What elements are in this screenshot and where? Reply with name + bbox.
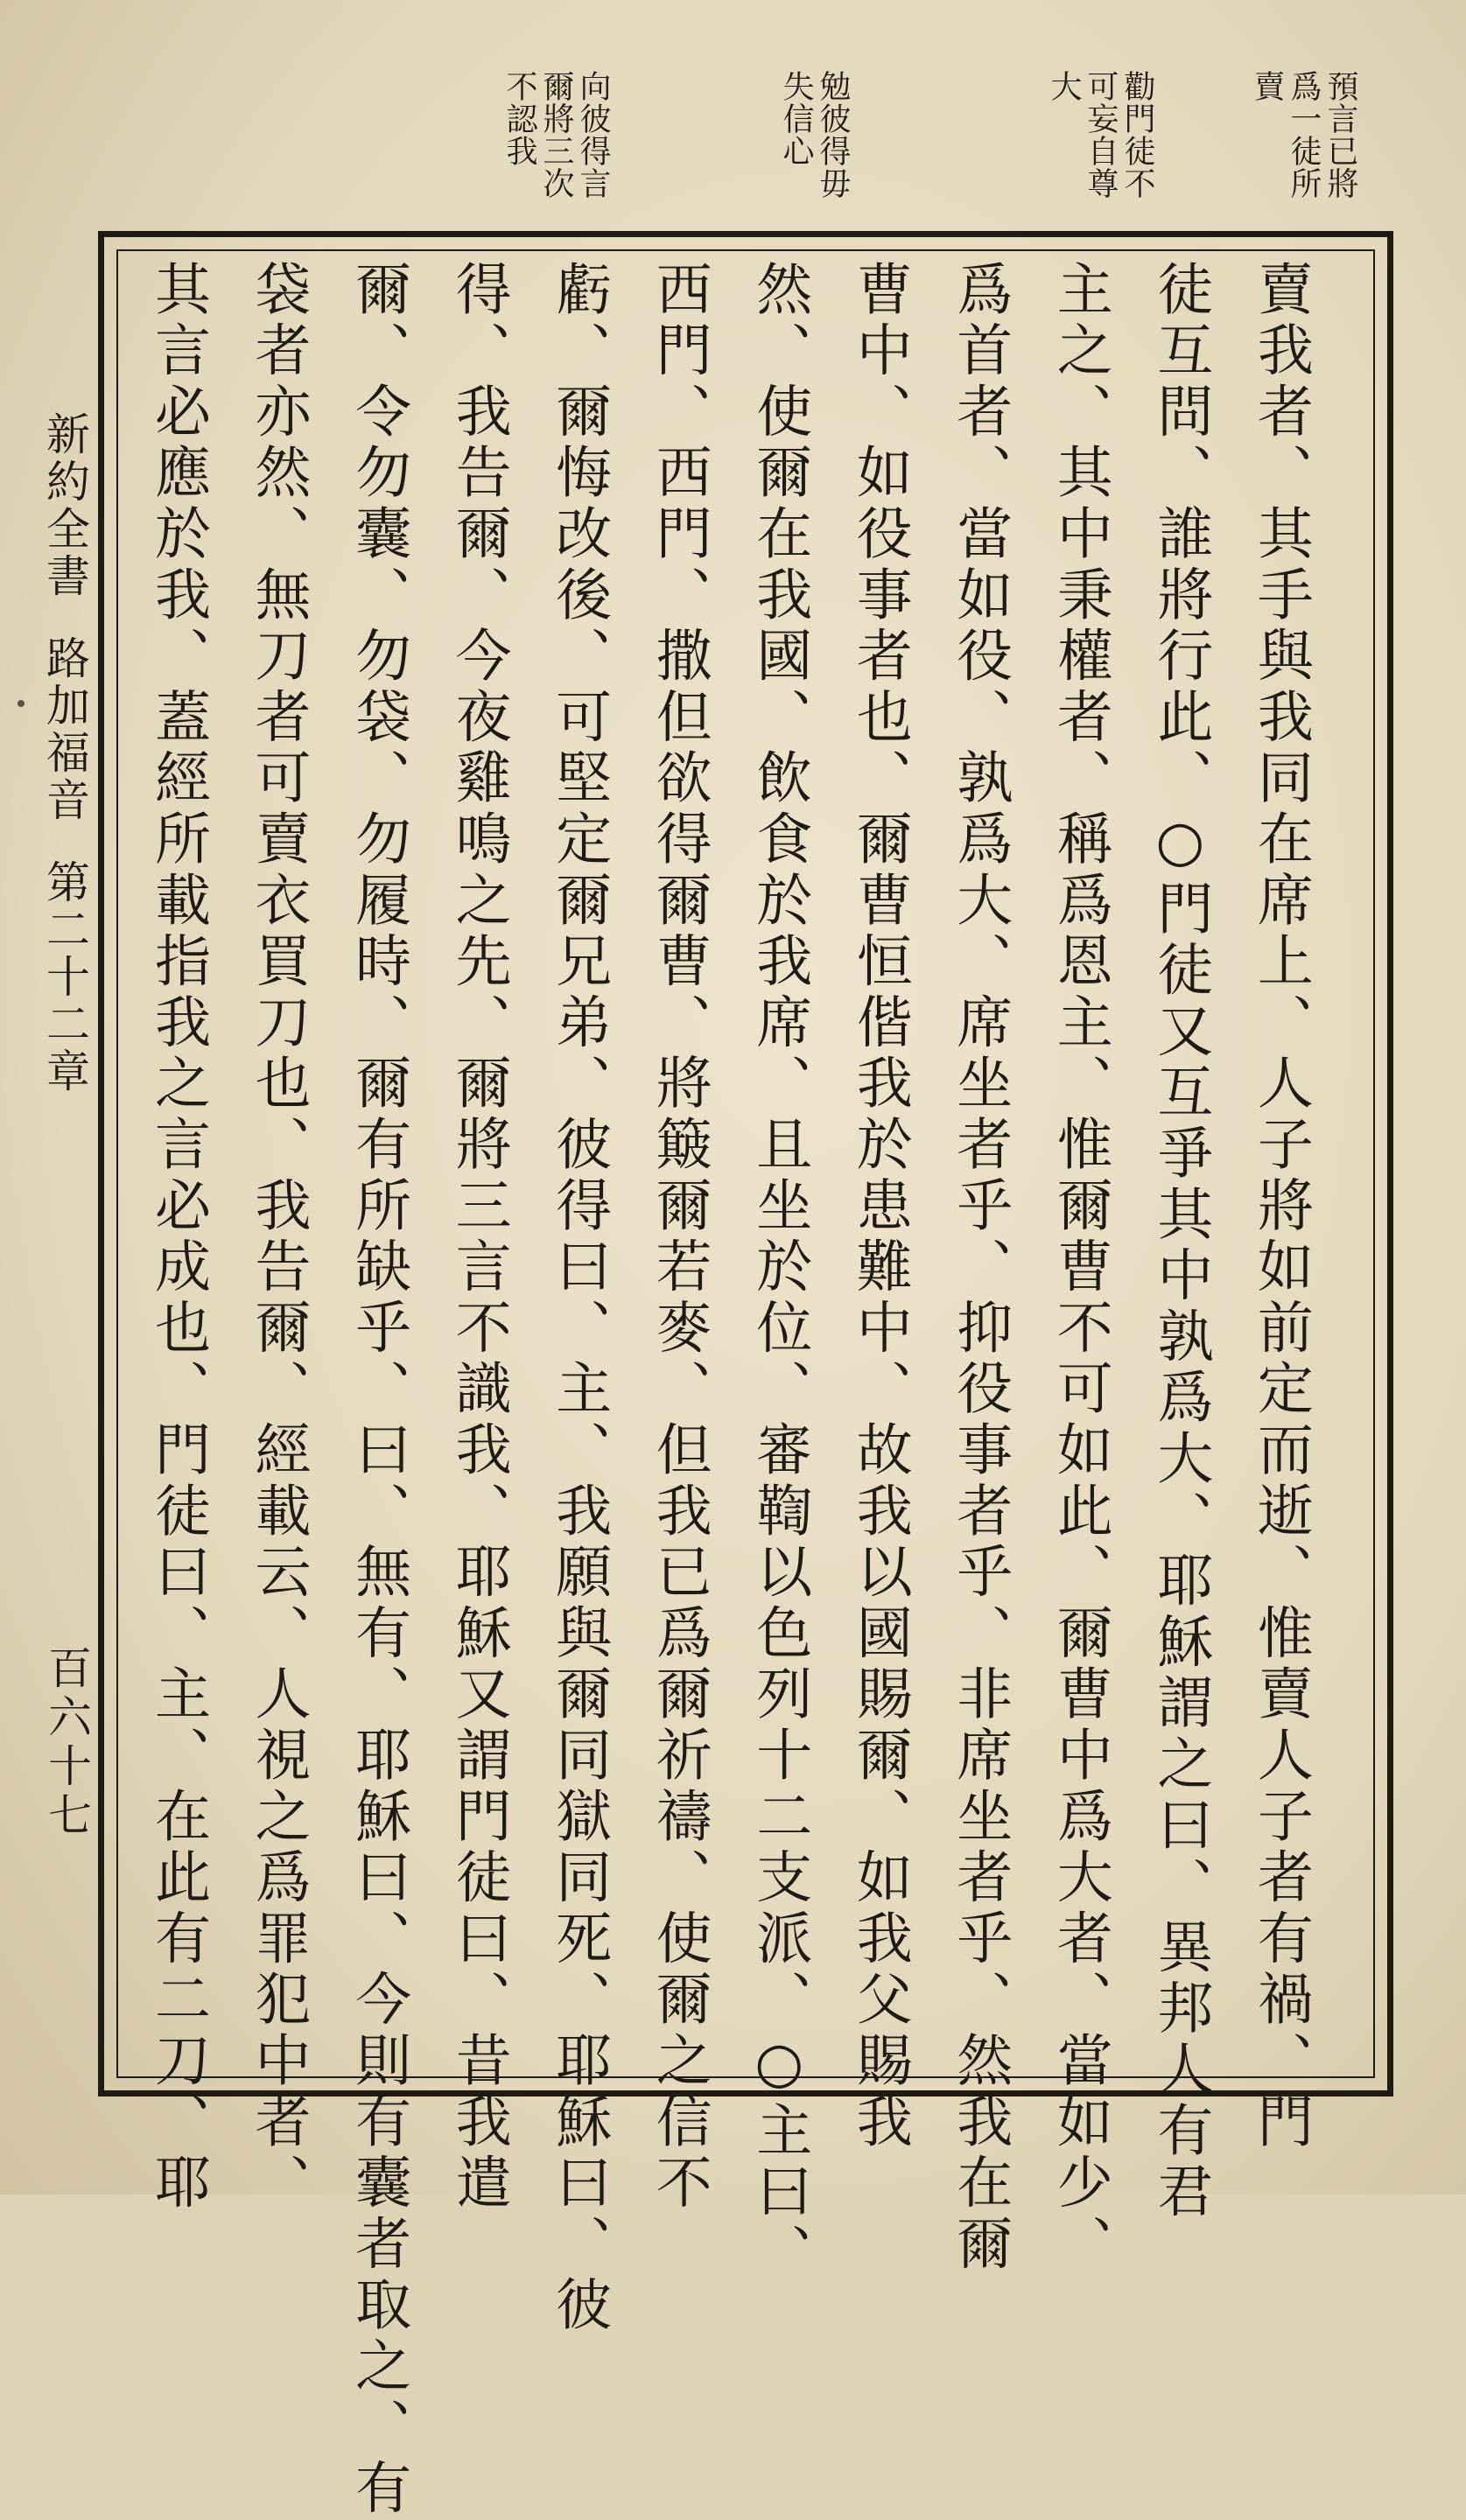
- text-column: 西門、西門、撒但欲得爾曹、將簸爾若麥、但我已爲爾祈禱、使爾之信不: [646, 260, 712, 2215]
- text-column: 賣我者、其手與我同在席上、人子將如前定而逝、惟賣人子者有禍、門: [1247, 260, 1313, 2153]
- headnote-peter-denial: [502, 70, 609, 200]
- ink-speck: [18, 700, 25, 707]
- text-column: 曹中、如役事者也、爾曹恒偕我於患難中、故我以國賜爾、如我父賜我: [846, 260, 912, 2153]
- headnote-line: 勸門徒不: [1119, 70, 1155, 200]
- headnote-betrayal: [1250, 70, 1357, 200]
- headnote-line: 爾將三次: [538, 70, 574, 200]
- text-column: 爲首者、當如役、孰爲大、席坐者乎、抑役事者乎、非席坐者乎、然我在爾: [947, 260, 1013, 2276]
- headnote-line: 賣: [1249, 70, 1285, 102]
- headnote-line: 不認我: [502, 70, 537, 167]
- text-column: 虧、爾悔改後、可堅定爾兄弟、彼得曰、主、我願與爾同獄同死、耶穌曰、彼: [546, 260, 612, 2337]
- text-column: 然、使爾在我國、飲食於我席、且坐於位、審鞫以色列十二支派、○主曰、: [747, 260, 812, 2285]
- headnote-peter-faith: [779, 70, 849, 200]
- running-head: [33, 411, 96, 1096]
- page-number: 百六十七: [41, 1645, 92, 1841]
- book-title: 新約全書: [39, 411, 90, 600]
- headnote-line: 勉彼得毋: [815, 70, 851, 200]
- headnote-line: 失信心: [778, 70, 814, 167]
- text-column: 其言必應於我、蓋經所載指我之言必成也、門徒曰、主、在此有二刀、耶: [145, 260, 210, 2215]
- headnote-line: 大: [1046, 70, 1082, 102]
- headnote-line: 預言已將: [1322, 70, 1358, 200]
- text-column: 爾、令勿囊、勿袋、勿履時、爾有所缺乎、曰、無有、耶穌曰、今則有囊者取之、有: [346, 260, 411, 2520]
- headnote-line: 爲一徒所: [1286, 70, 1322, 200]
- text-column: 袋者亦然、無刀者可賣衣買刀也、我告爾、經載云、人視之爲罪犯中者、: [245, 260, 311, 2215]
- text-column: 徒互問、誰將行此、○門徒又互爭其中孰爲大、耶穌謂之曰、異邦人有君: [1147, 260, 1213, 2223]
- headnotes: [490, 70, 1400, 228]
- gospel-title: 路加福音: [39, 635, 90, 824]
- scripture-text: [143, 260, 1315, 2520]
- text-column: 得、我告爾、今夜雞鳴之先、爾將三言不識我、耶穌又謂門徒曰、昔我遣: [445, 260, 511, 2215]
- text-frame: [98, 231, 1393, 2520]
- chapter-label: 第二十二章: [39, 859, 90, 1096]
- text-column: 主之、其中秉權者、稱爲恩主、惟爾曹不可如此、爾曹中爲大者、當如少、: [1047, 260, 1112, 2276]
- headnote-line: 向彼得言: [575, 70, 611, 200]
- headnote-humility: [1047, 70, 1154, 200]
- headnote-line: 可妄自尊: [1083, 70, 1119, 200]
